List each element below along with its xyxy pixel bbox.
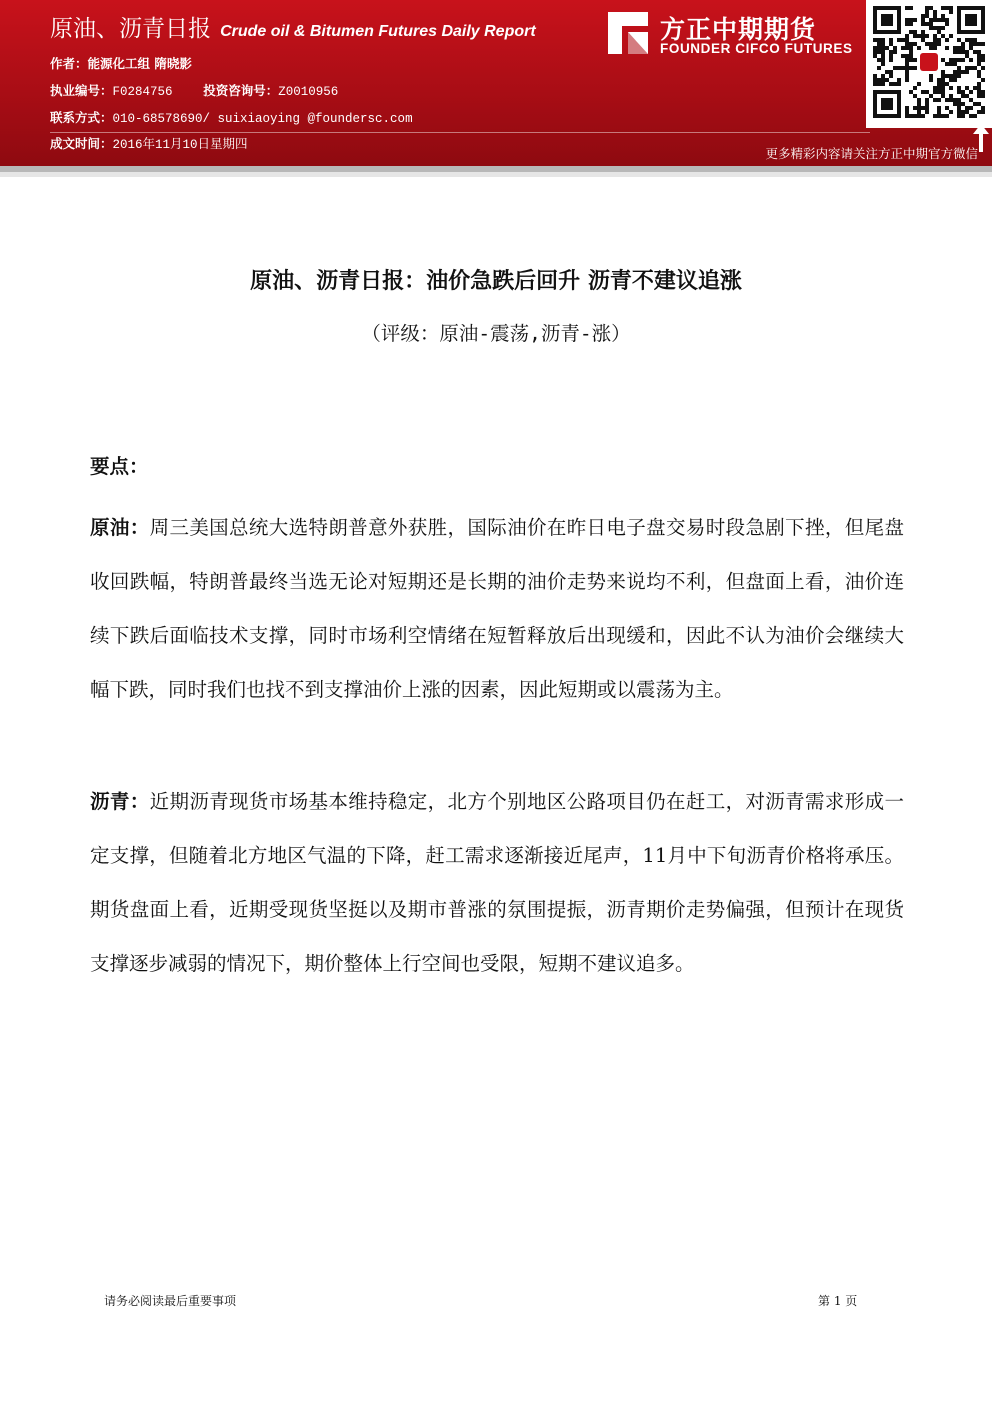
date-value: 2016年11月10日星期四	[112, 138, 248, 152]
consult-label: 投资咨询号：	[203, 83, 279, 98]
report-title-cn: 原油、沥青日报	[50, 16, 211, 42]
license-value: F0284756	[112, 85, 173, 99]
logo-text-cn: 方正中期期货	[660, 15, 817, 44]
logo-text-en: FOUNDER CIFCO FUTURES	[660, 41, 853, 56]
document-rating: （评级：原油-震荡,沥青-涨）	[361, 322, 631, 345]
date-label: 成文时间：	[50, 136, 113, 151]
author-label: 作者：	[50, 56, 88, 71]
key-points-heading: 要点：	[90, 455, 149, 478]
document-title: 原油、沥青日报：油价急跌后回升 沥青不建议追涨	[250, 269, 742, 294]
report-title-en: Crude oil & Bitumen Futures Daily Report	[220, 23, 536, 40]
contact-line	[50, 108, 413, 126]
logo-mark-icon	[604, 10, 650, 56]
contact-label: 联系方式：	[50, 110, 113, 125]
bitumen-text: 近期沥青现货市场基本维持稳定，北方个别地区公路项目仍在赶工，对沥青需求形成一定支撑，但随着北方地区气温的下降，赶工需求逐渐接近尾声，11月中下旬沥青价格将承压。期货盘面上看，近期受现货坚挺以及期市普涨的氛围提振，沥青期价走势偏强，但预计在现货支撑逐步减弱的情况下，期价整体上行空间也受限，短期不建议追多。	[90, 790, 904, 975]
wechat-qr-code	[866, 0, 992, 128]
author-value: 能源化工组 隋晓影	[87, 56, 192, 71]
header-banner	[0, 0, 992, 166]
company-logo	[604, 10, 860, 60]
qr-code-icon	[873, 6, 985, 118]
license-label: 执业编号：	[50, 83, 113, 98]
crude-oil-paragraph	[90, 501, 904, 717]
author-line	[50, 54, 192, 72]
footer-notice: 请务必阅读最后重要事项	[104, 1294, 237, 1308]
license-line	[50, 81, 338, 99]
bitumen-paragraph	[90, 775, 904, 991]
crude-oil-label: 原油：	[90, 516, 150, 539]
header-stripe-light	[0, 172, 992, 177]
crude-oil-text: 周三美国总统大选特朗普意外获胜，国际油价在昨日电子盘交易时段急剧下挫，但尾盘收回跌幅，特朗普最终当选无论对短期还是长期的油价走势来说均不利，但盘面上看，油价连续下跌后面临技术支撑，同时市场利空情绪在短暂释放后出现缓和，因此不认为油价会继续大幅下跌，同时我们也找不到支撑油价上涨的因素，因此短期或以震荡为主。	[90, 516, 904, 701]
consult-value: Z0010956	[278, 85, 339, 99]
bitumen-label: 沥青：	[90, 790, 150, 813]
wechat-follow-text: 更多精彩内容请关注方正中期官方微信	[765, 146, 978, 161]
footer-page-number: 第 1 页	[818, 1294, 858, 1308]
report-title-banner	[50, 10, 536, 43]
contact-value: 010-68578690/ suixiaoying @foundersc.com	[112, 112, 413, 126]
date-line	[50, 134, 248, 152]
banner-divider	[50, 132, 870, 133]
